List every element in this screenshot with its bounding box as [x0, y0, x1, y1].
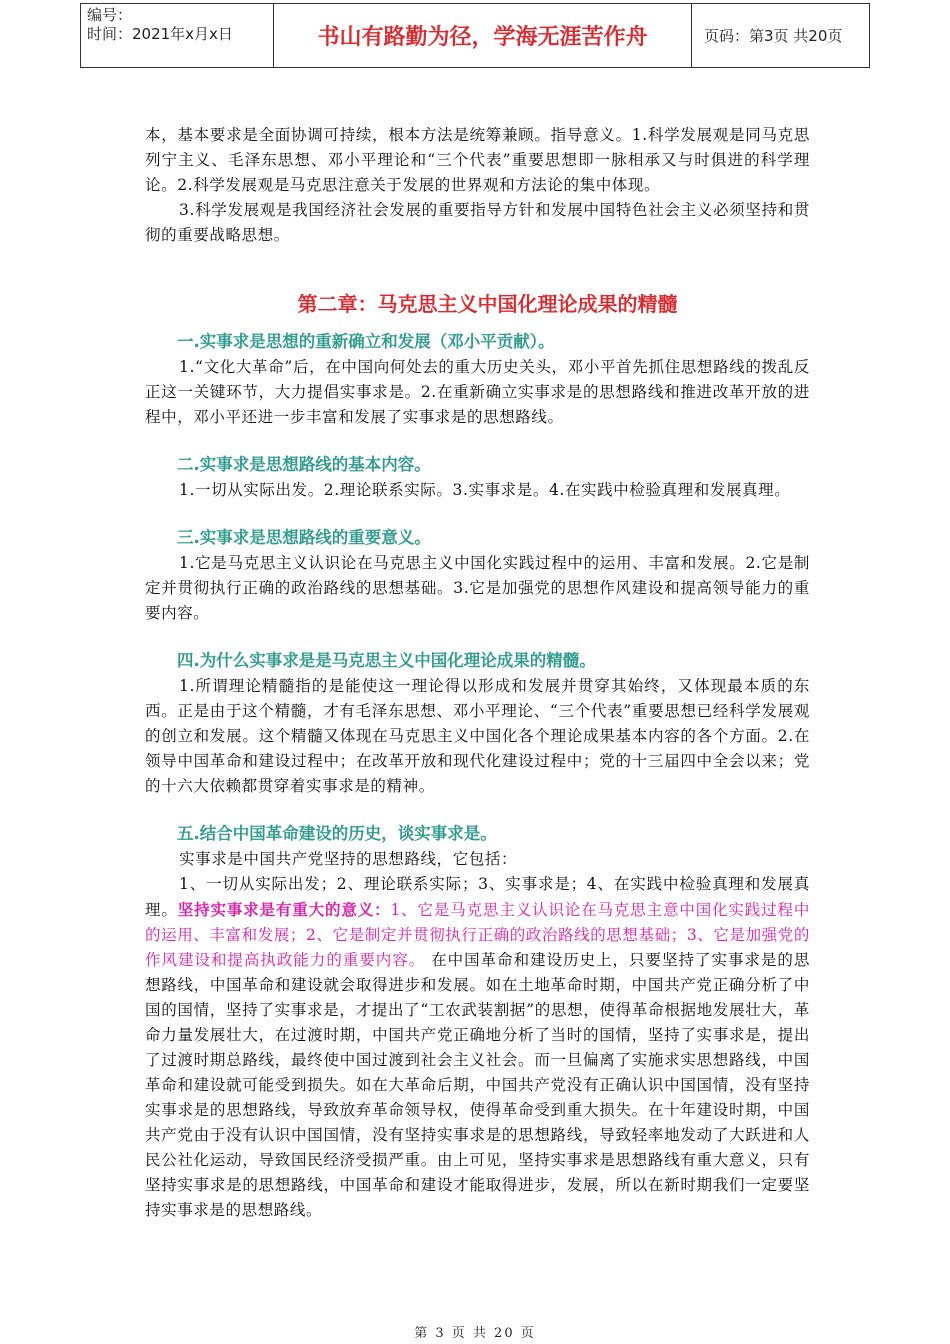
page-footer: 第 3 页 共 20 页	[414, 1326, 536, 1341]
section-heading-3: 三.实事求是思想路线的重要意义。	[177, 528, 431, 547]
section-5-significance: 1、它是马克思主义认识论在马克思主意中国化实践过程中的运用、丰富和发展；2、它是制定并贯彻执行正确的政治路线的思想基础；3、它是加强党的作风建设和提高执政能力的重要内容。	[145, 901, 810, 969]
header-meta	[81, 4, 274, 67]
document-body	[145, 123, 810, 1223]
header-number-label: 编号：	[87, 6, 133, 24]
page-header	[80, 3, 870, 68]
intro-paragraph-1: 本，基本要求是全面协调可持续，根本方法是统筹兼顾。指导意义。1.科学发展观是同马克思列宁主义、毛泽东思想、邓小平理论和“三个代表”重要思想即一脉相承又与时俱进的科学理论。2.科学发展观是马克思注意关于发展的世界观和方法论的集中体现。	[145, 126, 810, 194]
section-body-2: 1.一切从实际出发。2.理论联系实际。3.实事求是。4.在实践中检验真理和发展真理。	[179, 481, 791, 499]
section-heading-1: 一.实事求是思想的重新确立和发展（邓小平贡献）。	[177, 332, 555, 351]
section-5-list: 1、一切从实际出发；2、理论联系实际；3、实事求是；4、在实践中检验真理和发展真理。	[145, 875, 810, 919]
chapter-title: 第二章：马克思主义中国化理论成果的精髓	[297, 292, 678, 316]
section-heading-2: 二.实事求是思想路线的基本内容。	[177, 455, 431, 474]
section-body-1: 1.“文化大革命”后，在中国向何处去的重大历史关头，邓小平首先抓住思想路线的拨乱反正这一关键环节，大力提倡实事求是。2.在重新确立实事求是的思想路线和推进改革开放的进程中，邓小平还进一步丰富和发展了实事求是的思想路线。	[145, 358, 810, 426]
section-5-history: 在中国革命和建设历史上，只要坚持了实事求是的思想路线，中国革命和建设就会取得进步和发展。如在土地革命时期，中国共产党正确分析了中国的国情，坚持了实事求是，才提出了“工农武装割据”的思想，使得革命根据地发展壮大，革命力量发展壮大，在过渡时期，中国共产党正确地分析了当时的国情，坚持了实事求是，提出了过渡时期总路线，最终使中国过渡到社会主义社会。而一旦偏离了实施求实思想路线，中国革命和建设就可能受到损失。如在大革命后期，中国共产党没有正确认识中国国情，没有坚持实事求是的思想路线，导致放弃革命领导权，使得革命受到重大损失。在十年建设时期，中国共产党由于没有认识中国国情，没有坚持实事求是的思想路线，导致轻率地发动了大跃进和人民公社化运动，导致国民经济受损严重。由上可见，坚持实事求是思想路线有重大意义，只有坚持实事求是的思想路线，中国革命和建设才能取得进步，发展，所以在新时期我们一定要坚持实事求是的思想路线。	[145, 951, 810, 1219]
header-date-label: 时间：2021年x月x日	[87, 25, 233, 43]
section-5-body	[145, 872, 810, 1223]
header-motto: 书山有路勤为径，学海无涯苦作舟	[274, 4, 692, 67]
intro-paragraph-2: 3.科学发展观是我国经济社会发展的重要指导方针和发展中国特色社会主义必须坚持和贯彻的重要战略思想。	[145, 201, 810, 244]
section-heading-5: 五.结合中国革命建设的历史，谈实事求是。	[177, 824, 497, 843]
section-5-significance-lead: 坚持实事求是有重大的意义：	[177, 900, 391, 919]
section-5-line-1: 实事求是中国共产党坚持的思想路线，它包括：	[179, 850, 518, 868]
header-page-label: 页码：第3页 共20页	[704, 27, 843, 45]
section-heading-4: 四.为什么实事求是是马克思主义中国化理论成果的精髓。	[177, 651, 596, 670]
section-body-3: 1.它是马克思主义认识论在马克思主义中国化实践过程中的运用、丰富和发展。2.它是制定并贯彻执行正确的政治路线的思想基础。3.它是加强党的思想作风建设和提高领导能力的重要内容。	[145, 554, 810, 622]
section-body-4: 1.所谓理论精髓指的是能使这一理论得以形成和发展并贯穿其始终，又体现最本质的东西。正是由于这个精髓，才有毛泽东思想、邓小平理论、“三个代表”重要思想已经科学发展观的创立和发展。这个精髓又体现在马克思主义中国化各个理论成果基本内容的各个方面。2.在领导中国革命和建设过程中；在改革开放和现代化建设过程中；党的十三届四中全会以来；党的十六大依赖都贯穿着实事求是的精神。	[145, 677, 810, 795]
